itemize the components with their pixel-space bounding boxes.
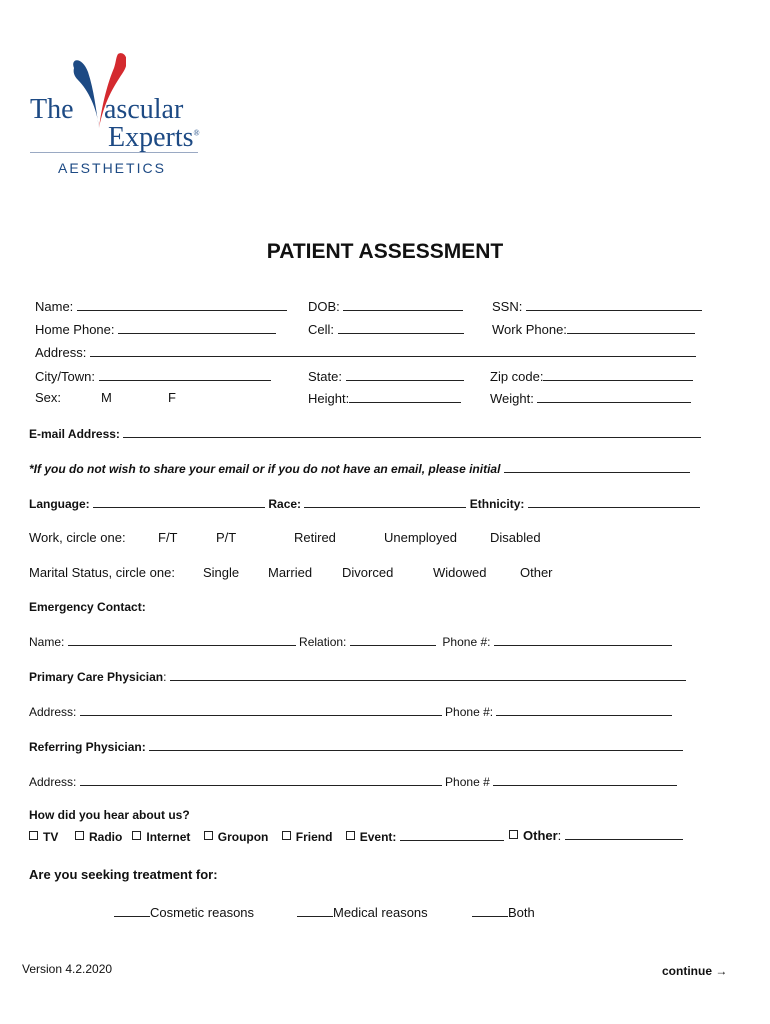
weight-blank[interactable] [537,390,691,403]
cell-field[interactable] [308,321,464,337]
email-note: *If you do not wish to share your email or if you do not have an email, please initial [29,462,501,476]
language-blank[interactable] [93,496,265,508]
marital-option-divorced[interactable]: Divorced [342,565,394,580]
demographics-row [29,496,700,511]
seeking-question: Are you seeking treatment for: [29,867,218,882]
state-blank[interactable] [346,368,464,381]
checkbox-icon[interactable] [346,831,355,840]
dob-field[interactable] [308,298,463,314]
ssn-field[interactable] [492,298,702,314]
hear-question: How did you hear about us? [29,808,190,822]
weight-label: Weight: [490,391,534,406]
height-field[interactable] [308,390,461,406]
referring-address-label: Address: [29,775,77,789]
marital-option-other[interactable]: Other [520,565,553,580]
referring-address-row [29,774,677,789]
home-phone-field[interactable] [35,321,276,337]
sex-label: Sex: [35,390,62,405]
zip-label: Zip code: [490,369,544,384]
cell-blank[interactable] [338,321,464,334]
hear-option-friend[interactable]: Friend [282,830,333,844]
hear-option-other[interactable]: Other: [509,828,683,843]
city-field[interactable] [35,368,271,384]
seeking-option-cosmetic[interactable]: Cosmetic reasons [114,905,254,920]
email-initial-field[interactable] [29,461,690,476]
home-phone-blank[interactable] [118,321,276,334]
emergency-contact-heading: Emergency Contact: [29,600,146,614]
sex-option-m[interactable]: M [101,390,112,405]
race-blank[interactable] [304,496,466,508]
work-option-pt[interactable]: P/T [216,530,237,545]
hear-option-internet[interactable]: Internet [132,830,190,844]
work-phone-label: Work Phone: [492,322,567,337]
ssn-label: SSN: [492,299,523,314]
pcp-phone-blank[interactable] [496,704,672,716]
language-label: Language: [29,497,90,511]
address-blank[interactable] [90,344,696,357]
logo-divider [30,152,198,153]
hear-options-row [29,829,504,844]
pcp-address-row [29,704,672,719]
pcp-field[interactable] [29,669,686,684]
marital-option-widowed[interactable]: Widowed [433,565,487,580]
race-label: Race: [268,497,302,511]
hear-option-radio[interactable]: Radio [75,830,122,844]
seeking-option-medical[interactable]: Medical reasons [297,905,428,920]
checkbox-icon[interactable] [509,830,518,839]
logo-word-ascular: ascular [104,94,184,125]
cell-label: Cell: [308,322,335,337]
email-field[interactable] [29,426,701,441]
height-label: Height: [308,391,350,406]
checkbox-icon[interactable] [29,831,38,840]
zip-blank[interactable] [543,368,693,381]
ssn-blank[interactable] [526,298,702,311]
seeking-option-both[interactable]: Both [472,905,535,920]
state-field[interactable] [308,368,464,384]
emergency-name-label: Name: [29,635,65,649]
work-phone-field[interactable] [492,321,695,337]
seeking-medical-blank[interactable] [297,905,333,917]
email-blank[interactable] [123,426,701,438]
logo-word-the: The [30,94,74,125]
weight-field[interactable] [490,390,691,406]
marital-option-married[interactable]: Married [268,565,313,580]
referring-phone-blank[interactable] [493,774,677,786]
name-blank[interactable] [77,298,287,311]
checkbox-icon[interactable] [75,831,84,840]
pcp-phone-label: Phone #: [445,705,494,719]
emergency-phone-blank[interactable] [494,634,672,646]
version-label: Version 4.2.2020 [22,962,113,976]
referring-address-blank[interactable] [80,774,442,786]
hear-other-blank[interactable] [565,828,683,840]
address-label: Address: [35,345,87,360]
pcp-address-label: Address: [29,705,77,719]
emergency-relation-blank[interactable] [350,634,436,646]
work-option-disabled[interactable]: Disabled [490,530,541,545]
pcp-blank[interactable] [170,669,686,681]
seeking-cosmetic-blank[interactable] [114,905,150,917]
address-field[interactable] [35,344,696,360]
city-label: City/Town: [35,369,95,384]
marital-option-single[interactable]: Single [203,565,240,580]
referring-field[interactable] [29,739,683,754]
sex-option-f[interactable]: F [168,390,176,405]
referring-label: Referring Physician: [29,740,146,754]
referring-blank[interactable] [149,739,683,751]
height-blank[interactable] [349,390,461,403]
ethnicity-label: Ethnicity: [469,497,525,511]
checkbox-icon[interactable] [282,831,291,840]
logo-aesthetics: AESTHETICS [58,160,166,176]
work-option-retired[interactable]: Retired [294,530,336,545]
hear-event-blank[interactable] [400,829,504,841]
hear-option-tv[interactable]: TV [29,830,58,844]
marital-status-label: Marital Status, circle one: [29,565,175,580]
referring-phone-label: Phone # [445,775,490,789]
name-field[interactable] [35,298,287,314]
dob-blank[interactable] [343,298,463,311]
dob-label: DOB: [308,299,340,314]
work-status-label: Work, circle one: [29,530,126,545]
checkbox-icon[interactable] [204,831,213,840]
pcp-label: Primary Care Physician [29,670,164,684]
checkbox-icon[interactable] [132,831,141,840]
work-option-ft[interactable]: F/T [158,530,178,545]
logo-word-experts: Experts® [108,122,200,153]
seeking-both-blank[interactable] [472,905,508,917]
ethnicity-blank[interactable] [528,496,700,508]
state-label: State: [308,369,342,384]
email-label: E-mail Address: [29,427,120,441]
zip-field[interactable] [490,368,693,384]
emergency-contact-row [29,634,672,649]
hear-option-event[interactable]: Event: [346,830,397,844]
emergency-phone-label: Phone #: [442,635,491,649]
company-logo [28,50,208,185]
pcp-colon: : [163,670,167,684]
work-phone-blank[interactable] [567,321,695,334]
hear-option-groupon[interactable]: Groupon [204,830,269,844]
name-label: Name: [35,299,74,314]
work-option-unemployed[interactable]: Unemployed [384,530,457,545]
page-title: PATIENT ASSESSMENT [266,240,504,263]
city-blank[interactable] [99,368,271,381]
emergency-name-blank[interactable] [68,634,296,646]
home-phone-label: Home Phone: [35,322,115,337]
pcp-address-blank[interactable] [80,704,442,716]
continue-link[interactable]: continue → [662,964,728,978]
email-initial-blank[interactable] [504,461,690,473]
emergency-relation-label: Relation: [299,635,347,649]
